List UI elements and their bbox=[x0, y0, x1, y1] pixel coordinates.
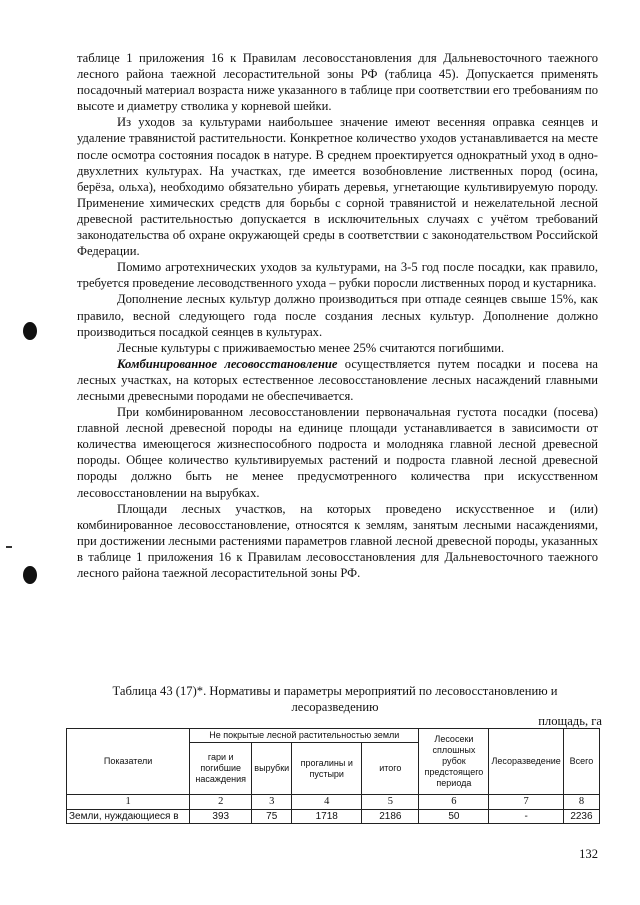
punch-hole-top bbox=[23, 322, 37, 340]
column-number: 4 bbox=[292, 795, 362, 810]
paragraph-7: При комбинированном лесовосстановлении первоначальная густота посадки (посева) главной лесной древесной породы на единице площади устанавливается в зависимости от количества имеющегося жизнеспособного подроста и молодняка главной лесной древесной породы. Общее количество культивируемых растений и подроста главной лесной древесной породы должно быть не менее предусмотренного количества при искусственном лесовосстановлении на вырубках. bbox=[77, 405, 598, 500]
header-indicator: Показатели bbox=[67, 729, 190, 795]
margin-mark bbox=[6, 546, 12, 548]
column-number: 2 bbox=[190, 795, 252, 810]
norms-table bbox=[66, 728, 600, 824]
header-group-uncovered: Не покрытые лесной растительностью земли bbox=[190, 729, 419, 743]
paragraph-3: Помимо агротехнических уходов за культурами, на 3-5 год после посадки, как правило, требуется проведение лесоводственного ухода – рубки поросли лиственных пород и кустарника. bbox=[77, 260, 598, 291]
column-number: 1 bbox=[67, 795, 190, 810]
header-total: итого bbox=[362, 743, 419, 795]
column-number: 8 bbox=[563, 795, 599, 810]
header-burnt: гари и погибшие насаждения bbox=[190, 743, 252, 795]
paragraph-4: Дополнение лесных культур должно производиться при отпаде сеянцев свыше 15%, как правило, весной следующего года после создания лесных культур. Дополнение должно производиться посадкой сеянцев в культурах. bbox=[77, 292, 598, 339]
body-text bbox=[77, 50, 598, 581]
table-cell: - bbox=[489, 810, 563, 824]
paragraph-6-text: осуществляется путем посадки и посева на лесных участках, на которых естественное лесовосстановление лесных насаждений главными лесными древесными породами не обеспечивается. bbox=[77, 356, 598, 403]
table-cell: 75 bbox=[252, 810, 292, 824]
table-cell: 1718 bbox=[292, 810, 362, 824]
paragraph-6 bbox=[77, 356, 598, 404]
column-number: 6 bbox=[419, 795, 489, 810]
paragraph-2: Из уходов за культурами наибольшее значение имеют весенняя оправка сеянцев и удаление травянистой растительности. Конкретное количество уходов устанавливается на месте после осмотра состояния посадок в натуре. В среднем проектируется однократный уход в одно-двухлетних культурах. На участках, где имеется возобновление лиственных пород (осина, берёза, ольха), необходимо обязательно убирать деревья, угнетающие культивируемую породу. Применение химических средств для борьбы с сорной травянистой и нежелательной лесной древесной растительностью допускается в исключительных случаях с учётом требований законодательства об охране окружающей среды в соответствии с законодательством Российской Федерации. bbox=[77, 115, 598, 259]
table-cell: 2186 bbox=[362, 810, 419, 824]
table-cell: 393 bbox=[190, 810, 252, 824]
header-clearcuts: Лесосеки сплошных рубок предстоящего периода bbox=[419, 729, 489, 795]
paragraph-5: Лесные культуры с приживаемостью менее 25% считаются погибшими. bbox=[117, 340, 505, 355]
header-glades: прогалины и пустыри bbox=[292, 743, 362, 795]
table-cell: 2236 bbox=[563, 810, 599, 824]
table-row bbox=[67, 810, 600, 824]
punch-hole-bottom bbox=[23, 566, 37, 584]
table-cell: 50 bbox=[419, 810, 489, 824]
header-cuttings: вырубки bbox=[252, 743, 292, 795]
column-number: 5 bbox=[362, 795, 419, 810]
column-numbers-row bbox=[67, 795, 600, 810]
header-all: Всего bbox=[563, 729, 599, 795]
page-number: 132 bbox=[579, 847, 598, 861]
paragraph-1: таблице 1 приложения 16 к Правилам лесовосстановления для Дальневосточного таежного лесного района таежной лесорастительной зоны РФ (таблица 45). Допускается применять посадочный материал возраста ниже указанного в таблице при соответствии его требованиям по высоте и диаметру стволика у корневой шейки. bbox=[77, 51, 598, 114]
paragraph-8: Площади лесных участков, на которых проведено искусственное и (или) комбинированное лесовосстановление, относятся к землям, занятым лесными насаждениями, при достижении лесными растениями параметров главной лесной древесной породы, указанных в таблице 1 приложения 16 к Правилам лесовосстановления для Дальневосточного таежного лесного района таежной лесорастительной зоны РФ. bbox=[77, 501, 598, 580]
column-number: 3 bbox=[252, 795, 292, 810]
row-label: Земли, нуждающиеся в bbox=[67, 810, 190, 824]
header-afforestation: Лесоразведение bbox=[489, 729, 563, 795]
emphasis-term: Комбинированное лесовосстановление bbox=[117, 356, 338, 371]
table-units: площадь, га bbox=[538, 714, 602, 728]
column-number: 7 bbox=[489, 795, 563, 810]
table-title: Таблица 43 (17)*. Нормативы и параметры мероприятий по лесовосстановлению и лесоразведению bbox=[112, 684, 558, 714]
